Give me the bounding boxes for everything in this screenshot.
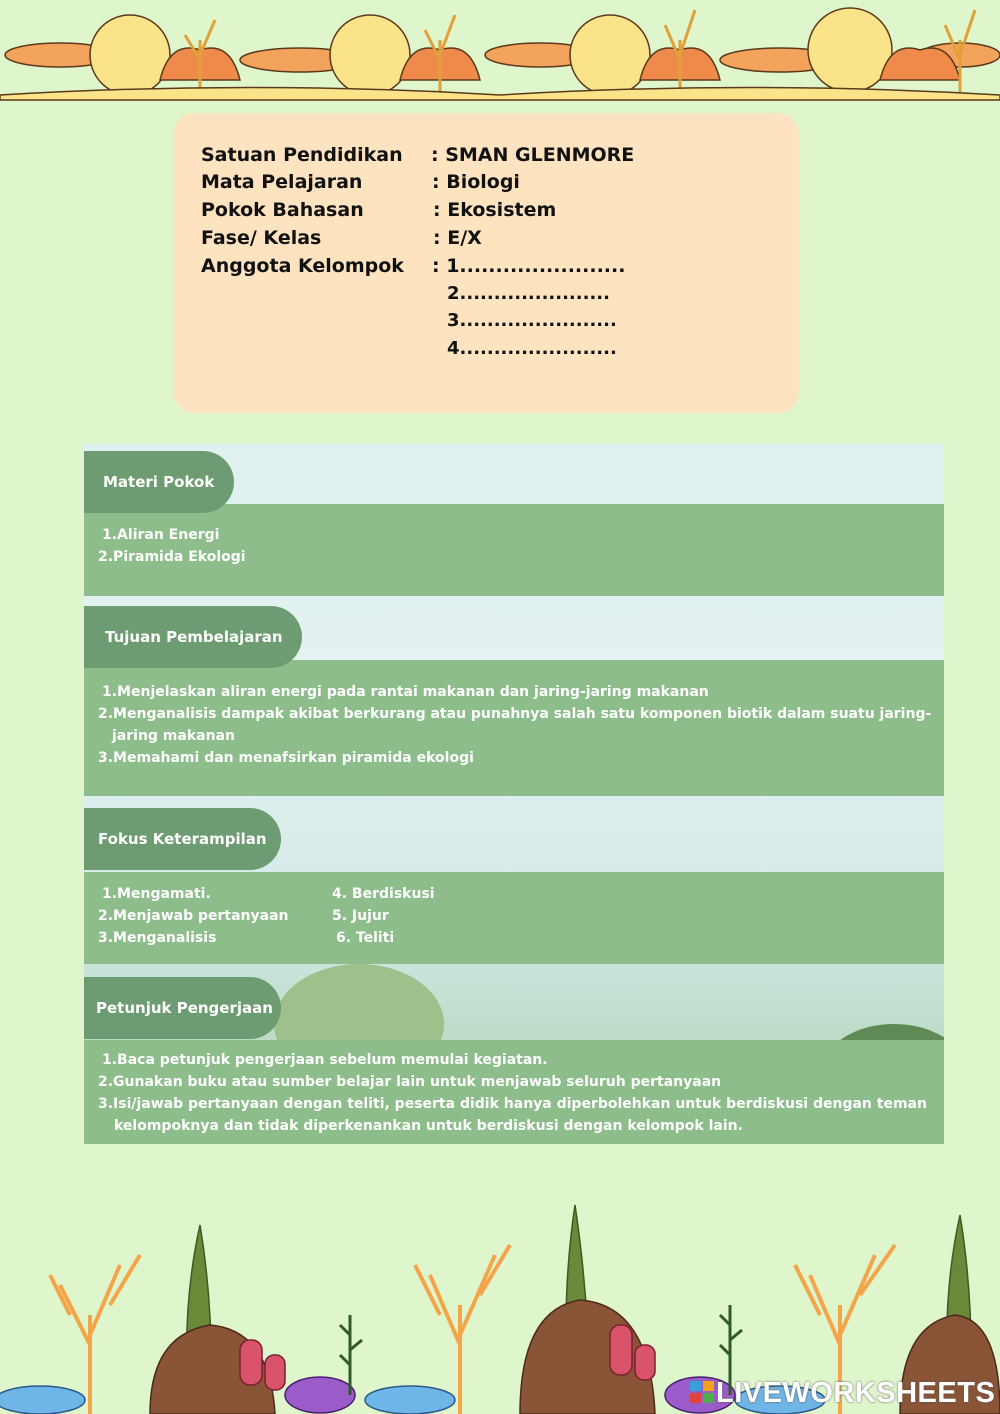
tujuan-title: Tujuan Pembelajaran: [84, 606, 302, 668]
list-item: 1.Aliran Energi: [102, 527, 220, 543]
list-item: 1.Menjelaskan aliran energi pada rantai makanan dan jaring-jaring makanan: [102, 684, 709, 700]
top-coral-decoration: [0, 0, 1000, 105]
info-card: [173, 113, 799, 413]
list-item: 1.Mengamati.: [102, 886, 211, 902]
info-value: : E/X: [433, 227, 482, 249]
list-item: 5. Jujur: [332, 908, 389, 924]
list-item: 4. Berdiskusi: [332, 886, 435, 902]
list-item: 2.Gunakan buku atau sumber belajar lain untuk menjawab seluruh pertanyaan: [98, 1074, 722, 1090]
fokus-band: [84, 872, 944, 964]
info-value: : SMAN GLENMORE: [431, 144, 635, 166]
list-item: kelompoknya dan tidak diperkenankan untuk berdiskusi dengan kelompok lain.: [114, 1118, 743, 1134]
member-line: 3.......................: [447, 310, 617, 331]
info-value: : Biologi: [432, 171, 520, 193]
info-label: Pokok Bahasan: [201, 199, 364, 221]
liveworksheets-logo-icon: [690, 1381, 714, 1403]
list-item: 6. Teliti: [336, 930, 395, 946]
member-line: 2......................: [447, 283, 610, 304]
materi-title: Materi Pokok: [84, 451, 234, 513]
petunjuk-title: Petunjuk Pengerjaan: [84, 977, 281, 1039]
info-label: Mata Pelajaran: [201, 171, 363, 193]
list-item: 2.Piramida Ekologi: [98, 549, 246, 565]
member-line: 4.......................: [447, 338, 617, 359]
info-value: : 1.......................: [432, 255, 626, 277]
list-item: 2.Menganalisis dampak akibat berkurang atau punahnya salah satu komponen biotik dalam suatu jaring-: [98, 706, 932, 722]
info-value: : Ekosistem: [433, 199, 557, 221]
tujuan-band: [84, 660, 944, 796]
materi-band: [84, 504, 944, 596]
list-item: 3.Menganalisis: [98, 930, 217, 946]
petunjuk-band: [84, 1040, 944, 1144]
info-label: Fase/ Kelas: [201, 227, 322, 249]
list-item: 3.Isi/jawab pertanyaan dengan teliti, peserta didik hanya diperbolehkan untuk berdiskusi dengan teman: [98, 1096, 927, 1112]
fokus-title: Fokus Keterampilan: [84, 808, 281, 870]
material-panel: [84, 444, 944, 1144]
watermark: LIVEWORKSHEETS: [716, 1377, 996, 1409]
list-item: jaring makanan: [112, 728, 235, 744]
info-label: Anggota Kelompok: [201, 255, 404, 277]
list-item: 2.Menjawab pertanyaan: [98, 908, 289, 924]
info-label: Satuan Pendidikan: [201, 144, 403, 166]
list-item: 3.Memahami dan menafsirkan piramida ekologi: [98, 750, 474, 766]
list-item: 1.Baca petunjuk pengerjaan sebelum memulai kegiatan.: [102, 1052, 548, 1068]
